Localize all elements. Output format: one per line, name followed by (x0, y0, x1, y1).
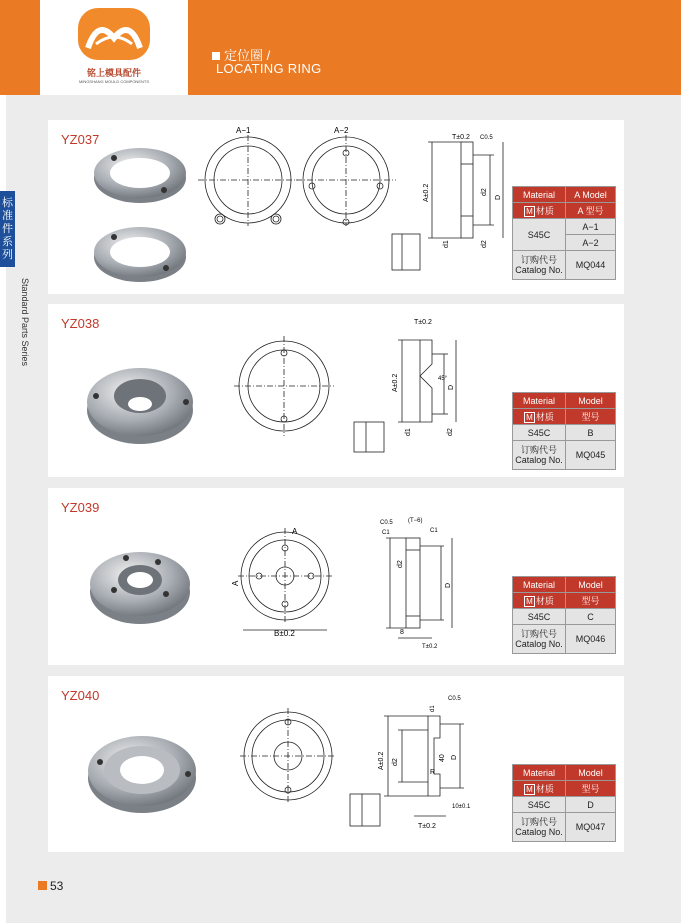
front-view-a1 (198, 135, 298, 226)
dim-label: D (451, 754, 458, 760)
dim-label: 10±0.1 (452, 804, 471, 810)
logo-mark-icon (40, 0, 188, 66)
dim-label: B±0.2 (274, 629, 295, 638)
dim-label: D (495, 194, 502, 200)
front-view-a2 (296, 135, 396, 226)
dim-label: 45° (438, 376, 448, 382)
dim-label: d1 (430, 705, 436, 712)
front-view (238, 528, 332, 630)
dim-label: R (430, 769, 436, 776)
page-number: 53 (50, 879, 64, 893)
page-header (0, 0, 681, 95)
dim-label: d1 (443, 240, 450, 248)
front-view (234, 336, 334, 436)
view-label: A−1 (236, 126, 251, 135)
dim-label: C0.5 (380, 520, 393, 526)
dim-label: d2 (392, 758, 399, 766)
view-label: A−2 (334, 126, 349, 135)
dim-label: A±0.2 (378, 751, 385, 770)
dim-label: d1 (405, 428, 412, 436)
product-code: YZ037 (61, 132, 100, 147)
side-label-en: Standard Parts Series (20, 278, 30, 367)
dim-label: A±0.2 (392, 373, 399, 392)
dim-label: d2 (481, 240, 488, 248)
spec-table: Material Model M 材质 型号 S45C D 订购代号 Catalog No. MQ047 (512, 764, 616, 842)
product-code: YZ040 (61, 688, 100, 703)
dim-label: T±0.2 (418, 823, 436, 830)
dim-label: C0.5 (448, 696, 461, 702)
dim-label: C0.5 (480, 135, 493, 141)
brand-logo (40, 0, 188, 95)
dim-label: 8 (400, 629, 404, 636)
ring-photo (94, 148, 186, 282)
dim-label: D (445, 582, 452, 588)
dim-label: C1 (430, 528, 438, 534)
product-panel-yz037 (48, 120, 624, 294)
ring-photo (87, 368, 193, 444)
front-view (240, 708, 336, 804)
dim-label: (T−6) (408, 518, 423, 524)
ring-photo (88, 736, 196, 813)
dim-label: T±0.2 (422, 644, 438, 650)
product-panel-yz039 (48, 488, 624, 665)
spec-table: Material Model M 材质 型号 S45C B 订购代号 Catalog No. MQ045 (512, 392, 616, 470)
dim-label: T±0.2 (452, 134, 470, 141)
section-title-cn: 定位圈 / (212, 45, 270, 64)
side-tab: 标 准 件 系 列 (0, 191, 15, 267)
dim-label: 40 (439, 754, 446, 762)
section-view (350, 716, 464, 826)
dim-label: T±0.2 (414, 319, 432, 326)
brand-name-en: MINGSHANG MOULD COMPONENTS (78, 79, 149, 84)
product-panel-yz038 (48, 304, 624, 477)
product-panel-yz040 (48, 676, 624, 852)
dim-label: d2 (397, 560, 404, 568)
dim-label: d2 (447, 428, 454, 436)
dim-label: d2 (481, 188, 488, 196)
spec-table: Material Model M 材质 型号 S45C C 订购代号 Catalog No. MQ046 (512, 576, 616, 654)
page-number-marker (38, 881, 47, 890)
ring-photo (90, 552, 190, 624)
spec-table: Material A Model M 材质 A 型号 S45C A−1 A−2 订购代号 Catalog No. MQ044 (512, 186, 616, 280)
product-code: YZ038 (61, 316, 100, 331)
dim-label: C1 (382, 530, 390, 536)
dim-label: A (292, 527, 298, 536)
dim-label: A±0.2 (423, 183, 430, 202)
brand-name: 铭上模具配件 (86, 68, 141, 78)
section-title-en: LOCATING RING (216, 61, 322, 76)
section-view (392, 142, 503, 270)
dim-label: A (231, 580, 240, 586)
section-view (386, 538, 452, 638)
dim-label: D (448, 384, 455, 390)
product-code: YZ039 (61, 500, 100, 515)
